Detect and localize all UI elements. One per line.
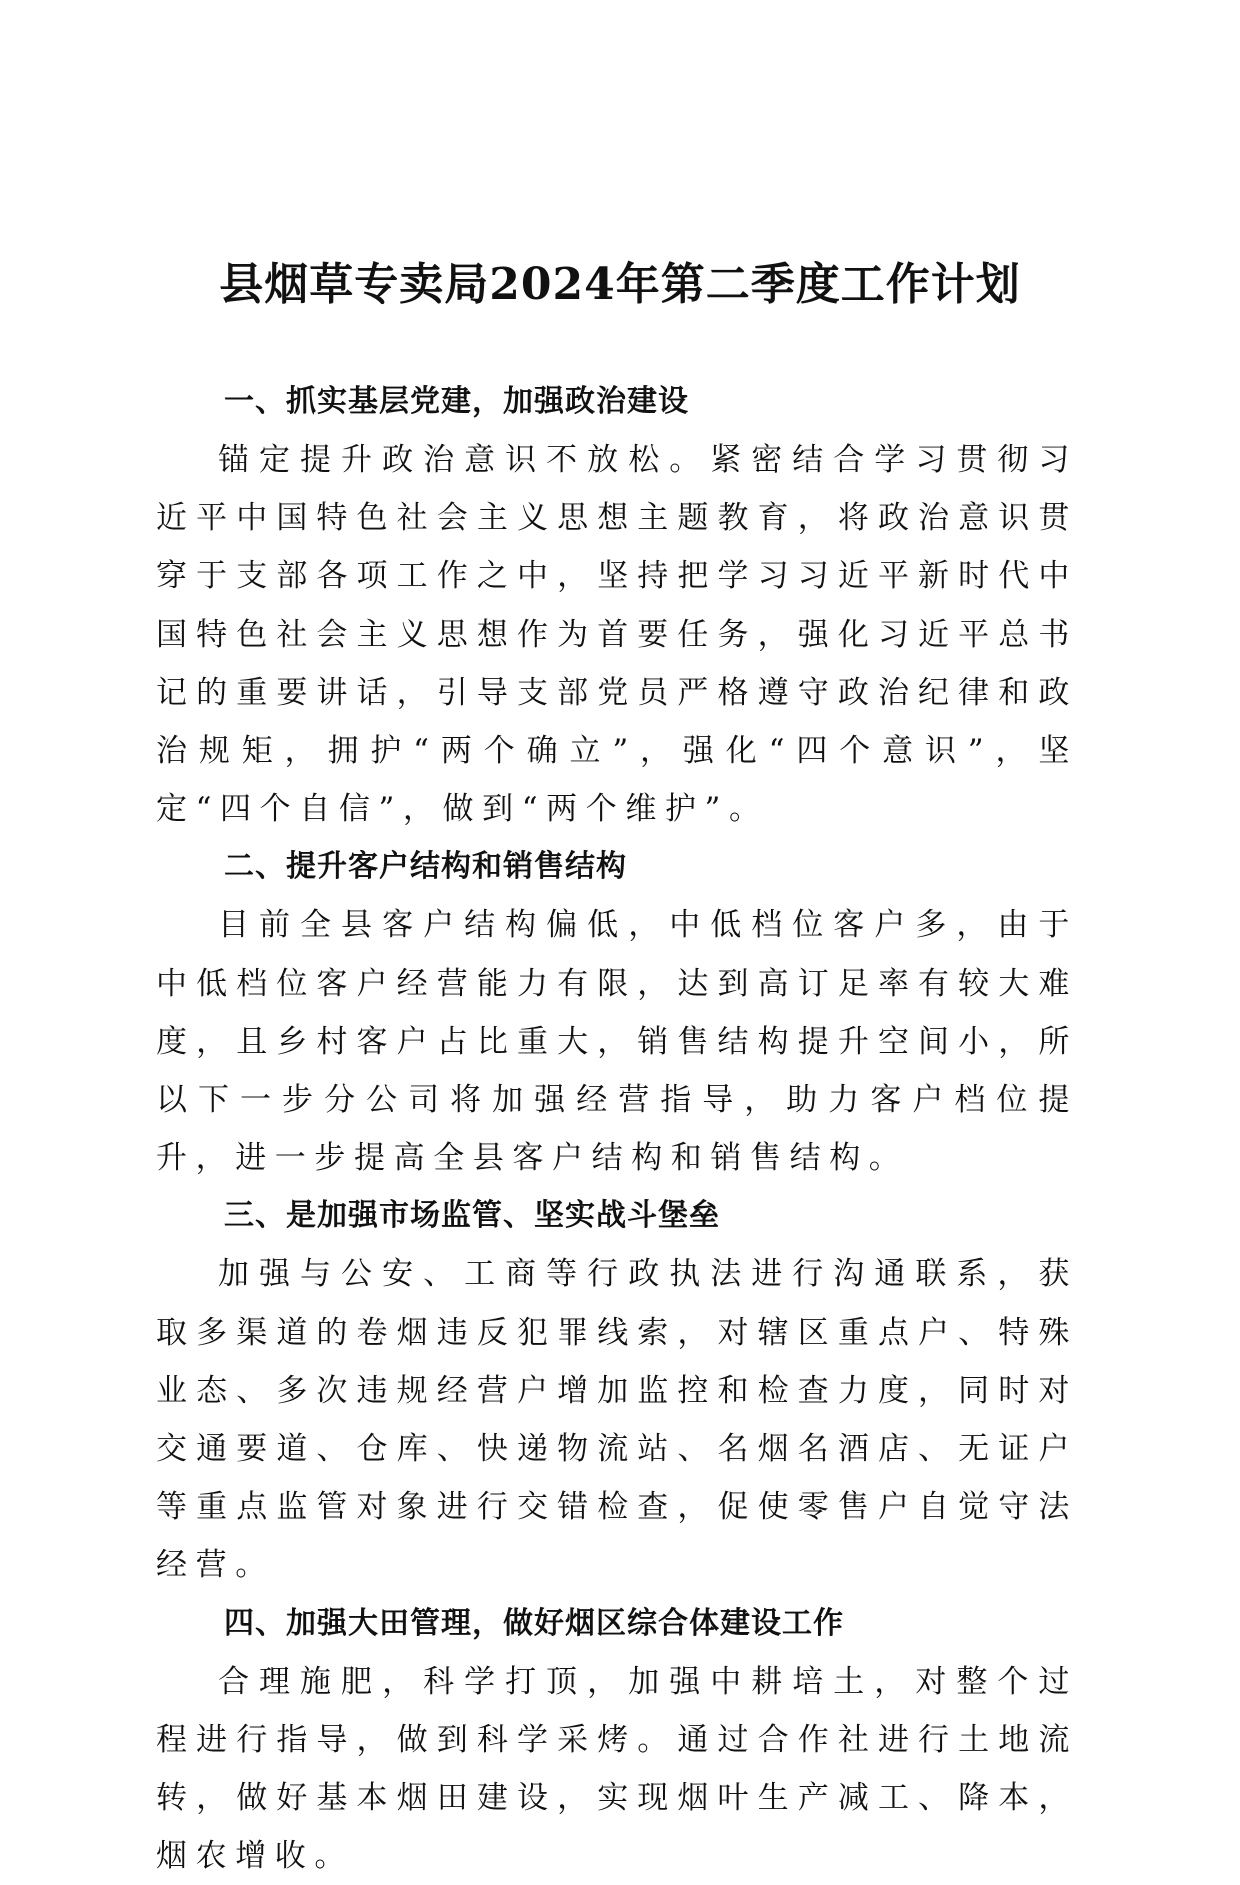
section-paragraph: 加强与公安、工商等行政执法进行沟通联系，获取多渠道的卷烟违反犯罪线索，对辖区重点户、特殊业态、多次违规经营户增加监控和检查力度，同时对交通要道、仓库、快递物流站、名烟名酒店、无证户等重点监管对象进行交错检查，促使零售户自觉守法经营。 <box>156 1256 1078 1584</box>
section-3 <box>156 1187 1078 1594</box>
section-paragraph: 合理施肥，科学打顶，加强中耕培土，对整个过程进行指导，做到科学采烤。通过合作社进行土地流转，做好基本烟田建设，实现烟叶生产减工、降本，烟农增收。 <box>156 1663 1078 1875</box>
section-heading: 三、是加强市场监管、坚实战斗堡垒 <box>224 1198 720 1234</box>
section-4 <box>156 1595 1078 1885</box>
section-1 <box>156 373 1078 838</box>
section-2 <box>156 838 1078 1187</box>
document-body <box>156 373 1078 1885</box>
document-title: 县烟草专卖局2024年第二季度工作计划 <box>219 259 1021 311</box>
section-heading: 一、抓实基层党建，加强政治建设 <box>224 384 689 419</box>
section-paragraph: 目前全县客户结构偏低，中低档位客户多，由于中低档位客户经营能力有限，达到高订足率有较大难度，且乡村客户占比重大，销售结构提升空间小，所以下一步分公司将加强经营指导，助力客户档位提升，进一步提高全县客户结构和销售结构。 <box>156 907 1078 1177</box>
section-paragraph: 锚定提升政治意识不放松。紧密结合学习贯彻习近平中国特色社会主义思想主题教育，将政治意识贯穿于支部各项工作之中，坚持把学习习近平新时代中国特色社会主义思想作为首要任务，强化习近平总书记的重要讲话，引导支部党员严格遵守政治纪律和政治规矩，拥护“两个确立”，强化“四个意识”，坚定“四个自信”，做到“两个维护”。 <box>156 442 1078 828</box>
section-heading: 二、提升客户结构和销售结构 <box>224 849 627 885</box>
section-heading: 四、加强大田管理，做好烟区综合体建设工作 <box>224 1605 844 1641</box>
